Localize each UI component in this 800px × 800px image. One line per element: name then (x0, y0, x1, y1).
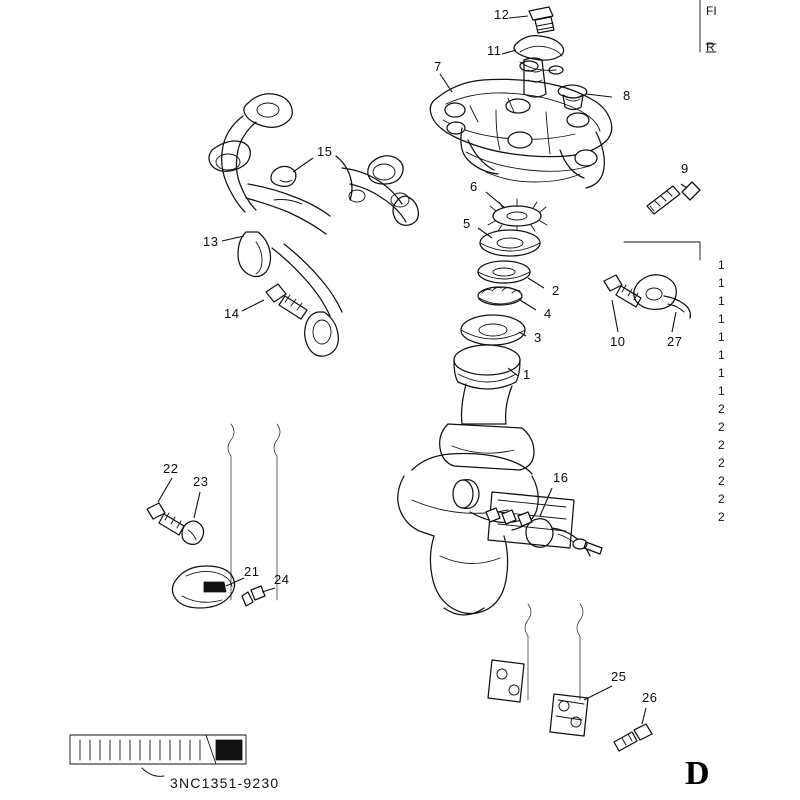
part-13-bracket (209, 94, 418, 357)
right-margin-header-2: R (706, 40, 715, 54)
part-11-handle-holder (514, 36, 564, 74)
right-margin-tick-13: 2 (718, 492, 725, 506)
callout-25: 25 (611, 669, 627, 684)
part-21-clamp (172, 566, 234, 608)
right-margin-tick-1: 1 (718, 276, 725, 290)
right-margin-tick-2: 1 (718, 294, 725, 308)
right-margin-tick-11: 2 (718, 456, 725, 470)
page-mark: D (685, 755, 710, 792)
part-25-bracket (488, 660, 588, 736)
callout-22: 22 (163, 461, 179, 476)
right-margin-tick-3: 1 (718, 312, 725, 326)
callout-1: 1 (523, 367, 531, 382)
callout-4: 4 (544, 306, 552, 321)
part-4-ball-race (478, 287, 522, 305)
callout-9: 9 (681, 161, 689, 176)
caption-plate (70, 735, 246, 776)
callout-11: 11 (487, 43, 502, 58)
part-2-bearing-race (478, 261, 530, 283)
callout-8: 8 (623, 88, 631, 103)
fork-tube-right (525, 604, 583, 700)
callout-21: 21 (244, 564, 260, 579)
part-22-bolt (147, 503, 184, 535)
callout-2: 2 (552, 283, 560, 298)
callout-12: 12 (494, 7, 510, 22)
part-9-bolt (647, 182, 700, 214)
right-margin-rules (624, 0, 716, 260)
right-margin-tick-4: 1 (718, 330, 725, 344)
callout-27: 27 (667, 334, 683, 349)
part-3-bearing (461, 315, 525, 345)
right-margin-tick-0: 1 (718, 258, 725, 272)
right-margin-tick-10: 2 (718, 438, 725, 452)
right-margin-tick-6: 1 (718, 366, 725, 380)
callout-3: 3 (534, 330, 542, 345)
part-10-bolt (604, 275, 641, 307)
right-margin-tick-8: 2 (718, 402, 725, 416)
part-23-collar (182, 521, 204, 544)
part-27-cable-guide (634, 275, 691, 318)
right-margin-tick-7: 1 (718, 384, 725, 398)
part-12-bolt (529, 7, 554, 33)
callout-26: 26 (642, 690, 658, 705)
part-6-ring-nut (488, 199, 547, 234)
right-margin-tick-9: 2 (718, 420, 725, 434)
callout-7: 7 (434, 59, 442, 74)
part-24-bolt (242, 586, 265, 606)
callout-24: 24 (274, 572, 290, 587)
callout-23: 23 (193, 474, 209, 489)
callout-5: 5 (463, 216, 471, 231)
part-7-upper-bracket (430, 58, 612, 188)
callout-13: 13 (203, 234, 219, 249)
callout-15: 15 (317, 144, 333, 159)
part-8-cap-nut (558, 85, 587, 110)
callout-16: 16 (553, 470, 569, 485)
callout-6: 6 (470, 179, 478, 194)
part-5-washer (480, 230, 540, 256)
right-margin-tick-14: 2 (718, 510, 725, 524)
part-number-code: 3NC1351-9230 (170, 775, 280, 791)
right-margin-tick-5: 1 (718, 348, 725, 362)
part-14-bolt (266, 284, 307, 319)
part-26-bolt (614, 724, 652, 751)
right-margin-tick-12: 2 (718, 474, 725, 488)
callout-10: 10 (610, 334, 626, 349)
part-16-handlebar-holder (453, 480, 602, 556)
right-margin-header-1: FI (706, 4, 717, 18)
callout-14: 14 (224, 306, 240, 321)
